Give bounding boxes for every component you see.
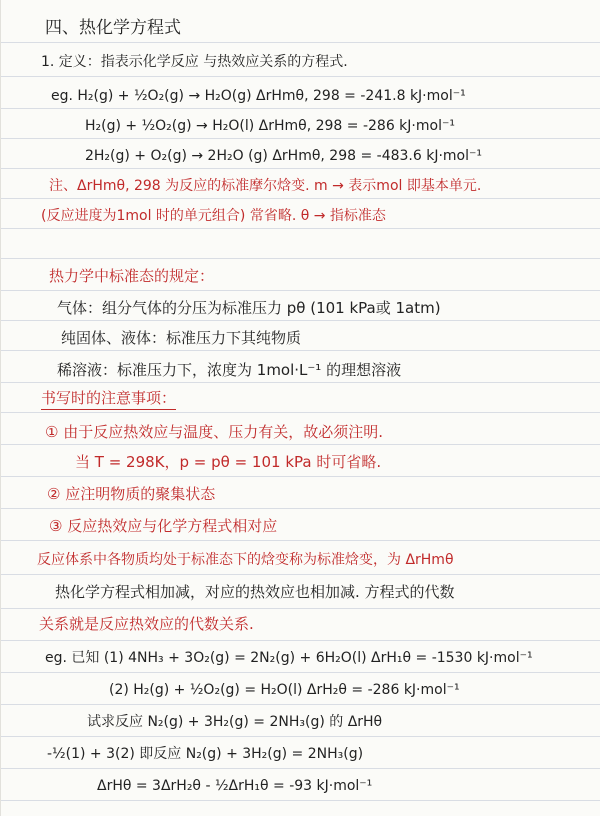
ruled-line — [1, 704, 600, 705]
section-title: 四、热化学方程式 — [45, 18, 181, 38]
ruled-line — [1, 198, 600, 199]
standard-state-pure: 纯固体、液体：标准压力下其纯物质 — [61, 329, 302, 347]
ruled-line — [1, 108, 600, 109]
ruled-line — [1, 320, 600, 321]
ruled-line — [1, 768, 600, 769]
ruled-line — [1, 476, 600, 477]
example-given-1: eg. 已知 (1) 4NH₃ + 3O₂(g) = 2N₂(g) + 6H₂O(l) ΔrH₁θ = -1530 kJ·mol⁻¹ — [45, 650, 533, 666]
standard-enthalpy-definition: 反应体系中各物质均处于标准态下的焓变称为标准焓变，为 ΔrHmθ — [37, 552, 454, 568]
ruled-line — [1, 290, 600, 291]
ruled-line — [1, 508, 600, 509]
ruled-line — [1, 672, 600, 673]
ruled-line — [1, 540, 600, 541]
example-equation-3: 2H₂(g) + O₂(g) → 2H₂O (g) ΔrHmθ, 298 = -483.6 kJ·mol⁻¹ — [85, 148, 483, 164]
ruled-line — [1, 800, 600, 801]
hess-law-line-2: 关系就是反应热效应的代数关系. — [39, 615, 254, 633]
example-question: 试求反应 N₂(g) + 3H₂(g) = 2NH₃(g) 的 ΔrHθ — [87, 714, 383, 730]
ruled-line — [1, 412, 600, 413]
writing-note-3: ③ 反应热效应与化学方程式相对应 — [49, 517, 278, 535]
standard-state-heading: 热力学中标准态的规定： — [49, 267, 215, 285]
note-line-2: (反应进度为1mol 时的单元组合) 常省略. θ → 指标准态 — [41, 208, 386, 224]
ruled-line — [1, 382, 600, 383]
ruled-line — [1, 258, 600, 259]
example-equation-2: H₂(g) + ½O₂(g) → H₂O(l) ΔrHmθ, 298 = -286 kJ·mol⁻¹ — [85, 118, 455, 134]
ruled-line — [1, 736, 600, 737]
ruled-line — [1, 42, 600, 43]
example-equation-1: eg. H₂(g) + ½O₂(g) → H₂O(g) ΔrHmθ, 298 = -241.8 kJ·mol⁻¹ — [51, 88, 466, 104]
definition-line: 1. 定义：指表示化学反应 与热效应关系的方程式. — [41, 54, 348, 70]
ruled-line — [1, 608, 600, 609]
example-solution-result: ΔrHθ = 3ΔrH₂θ - ½ΔrH₁θ = -93 kJ·mol⁻¹ — [97, 778, 373, 794]
ruled-line — [1, 76, 600, 77]
ruled-line — [1, 574, 600, 575]
writing-note-1: ① 由于反应热效应与温度、压力有关，故必须注明. — [45, 423, 383, 441]
example-solution-step: -½(1) + 3(2) 即反应 N₂(g) + 3H₂(g) = 2NH₃(g) — [47, 746, 364, 762]
standard-state-gas: 气体：组分气体的分压为标准压力 pθ (101 kPa或 1atm) — [57, 299, 441, 317]
writing-note-2: ② 应注明物质的聚集状态 — [47, 485, 216, 503]
ruled-line — [1, 444, 600, 445]
writing-notes-heading: 书写时的注意事项： — [41, 388, 176, 410]
standard-state-solution: 稀溶液：标准压力下，浓度为 1mol·L⁻¹ 的理想溶液 — [57, 361, 402, 379]
hess-law-line-1: 热化学方程式相加减，对应的热效应也相加减. 方程式的代数 — [55, 583, 455, 601]
note-line-1: 注、ΔrHmθ, 298 为反应的标准摩尔焓变. m → 表示mol 即基本单元. — [49, 178, 482, 194]
ruled-line — [1, 138, 600, 139]
ruled-line — [1, 168, 600, 169]
ruled-line — [1, 640, 600, 641]
example-given-2: (2) H₂(g) + ½O₂(g) = H₂O(l) ΔrH₂θ = -286 kJ·mol⁻¹ — [109, 682, 460, 698]
writing-note-1-continued: 当 T = 298K，p = pθ = 101 kPa 时可省略. — [75, 453, 382, 471]
ruled-line — [1, 228, 600, 229]
ruled-line — [1, 350, 600, 351]
